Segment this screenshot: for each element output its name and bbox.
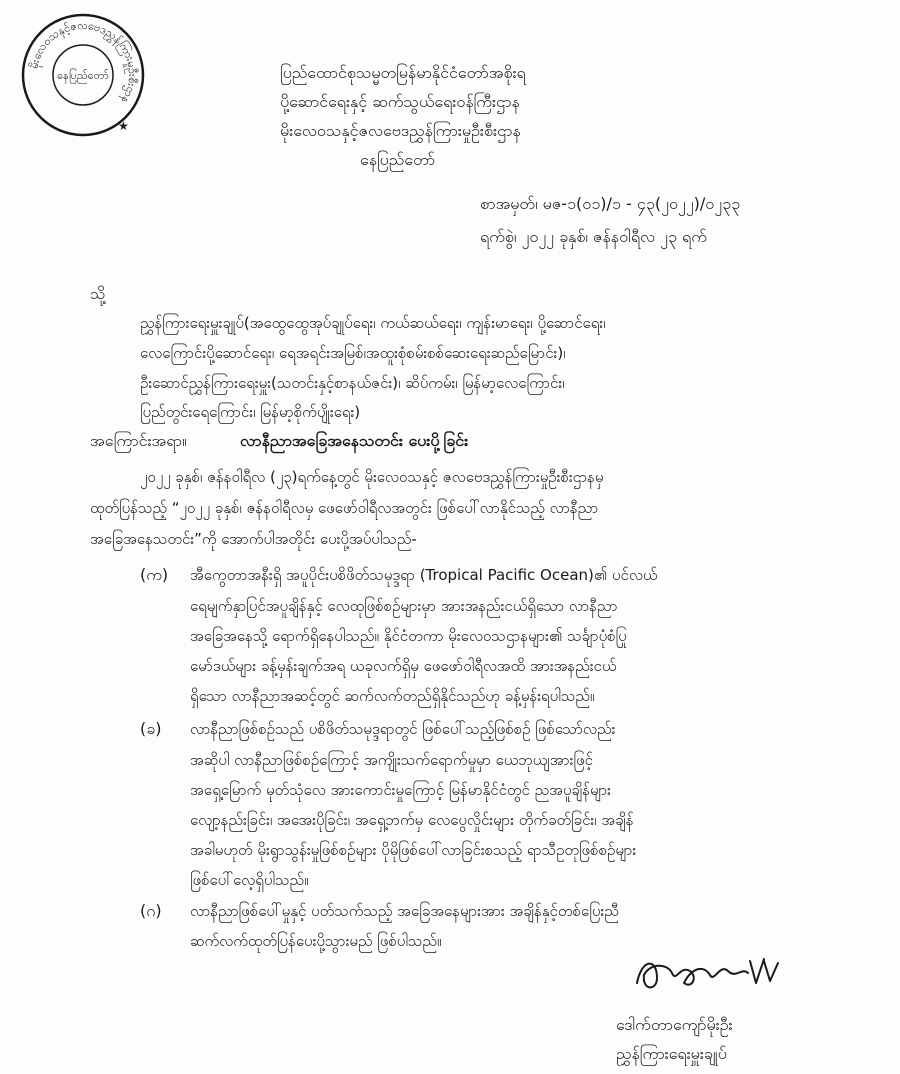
item-line: ရှိသော လာနီညာအဆင့်တွင် ဆက်လက်တည်ရှိနိုင်သည်ဟု ခန့်မှန်းရပါသည်။	[190, 687, 595, 705]
intro-line-2: ထုတ်ပြန်သည့် “၂၀၂၂ ခုနှစ်၊ ဇန်နဝါရီလမှ ဖေဖော်ဝါရီလအတွင်း ဖြစ်ပေါ်လာနိုင်သည့် လာနီညာ	[90, 499, 599, 517]
item-line: လျော့နည်းခြင်း၊ အအေးပိုခြင်း၊ အရှေ့ဘက်မှ လေပွေလှိုင်းများ တိုက်ခတ်ခြင်း၊ အချိန်	[190, 811, 634, 829]
item-line: အခြေအနေသို့ ရောက်ရှိနေပါသည်။ နိုင်ငံတကာ မိုးလေဝသဌာနများ၏ သင်္ချာပုံစံပြု	[190, 627, 627, 645]
item-number: (ဂ)	[140, 901, 162, 920]
intro-line-3: အခြေအနေသတင်း”ကို အောက်ပါအတိုင်း ပေးပို့အပ်ပါသည်-	[90, 530, 417, 548]
signatory-title: ညွှန်ကြားရေးမှူးချုပ်	[616, 1044, 727, 1063]
item-line: အရှေ့မြောက် မုတ်သုံလေ အားကောင်းမှုကြောင့် မြန်မာနိုင်ငံတွင် ညအပူချိန်များ	[190, 781, 611, 799]
header-ministry: ပို့ဆောင်ရေးနှင့် ဆက်သွယ်ရေးဝန်ကြီးဌာန	[280, 92, 520, 111]
signatory-name: ဒေါက်တာကျော်မိုးဦး	[616, 1015, 733, 1034]
subject-text: လာနီညာအခြေအနေသတင်း ပေးပို့ခြင်း	[240, 431, 469, 450]
item-line: လာနီညာဖြစ်စဉ်သည် ပစိဖိတ်သမုဒ္ဒရာတွင် ဖြစ်ပေါ်သည့်ဖြစ်စဉ် ဖြစ်သော်လည်း	[190, 720, 616, 738]
reference-number: စာအမှတ်၊ မဇ-၁(၀၁)/၁ - ၄၃(၂၀၂၂)/၀၂၃၃	[480, 194, 741, 213]
item-line: အီကွေတာအနီးရှိ အပူပိုင်းပစိဖိတ်သမုဒ္ဒရာ (Tropical Pacific Ocean)၏ ပင်လယ်	[190, 566, 658, 584]
letter-date: ရက်စွဲ၊ ၂၀၂၂ ခုနှစ်၊ ဇန်နဝါရီလ ၂၃ ရက်	[480, 227, 707, 246]
item-number: (က)	[140, 565, 169, 584]
recipient-line-2: လေကြောင်းပို့ဆောင်ရေး၊ ရေအရင်းအမြစ်၊အထူးစုံစမ်းစစ်ဆေးရေးဆည်မြောင်း)၊	[140, 344, 566, 362]
item-line: အဆိုပါ လာနီညာဖြစ်စဉ်ကြောင့် အကျိုးသက်ရောက်မှုမှာ ယေဘုယျအားဖြင့်	[190, 751, 593, 769]
recipient-line-3: ဦးဆောင်ညွှန်ကြားရေးမှူး(သတင်းနှင့်စာနယ်ဇင်း)၊ ဆိပ်ကမ်း၊ မြန်မာ့လေကြောင်း၊	[140, 374, 565, 392]
recipient-line-1: ညွှန်ကြားရေးမှူးချုပ်(အထွေထွေအုပ်ချုပ်ရေး၊ ကယ်ဆယ်ရေး၊ ကျန်းမာရေး၊ ပို့ဆောင်ရေး၊	[140, 314, 606, 332]
recipient-line-4: ပြည်တွင်းရေကြောင်း၊ မြန်မာ့စိုက်ပျိုးရေး)	[140, 403, 361, 421]
item-number: (ခ)	[140, 719, 162, 738]
svg-text:★: ★	[118, 119, 129, 133]
item-line: ဖြစ်ပေါ်လေ့ရှိပါသည်။	[190, 871, 309, 889]
seal-center-text: နေပြည်တော်	[57, 69, 109, 82]
handwritten-signature	[632, 943, 782, 1003]
item-line: လာနီညာဖြစ်ပေါ်မှုနှင့် ပတ်သက်သည့် အခြေအနေများအား အချိန်နှင့်တစ်ပြေးညီ	[190, 902, 619, 920]
item-line: ရေမျက်နှာပြင်အပူချိန်နှင့် လေထုဖြစ်စဉ်များမှာ အားအနည်းငယ်ရှိသော လာနီညာ	[190, 597, 618, 615]
to-label: သို့	[90, 284, 106, 303]
item-line: အခါမဟုတ် မိုးရွာသွန်းမှုဖြစ်စဉ်များ ပိုမိုဖြစ်ပေါ်လာခြင်းစသည့် ရာသီဥတုဖြစ်စဉ်များ	[190, 841, 637, 859]
svg-text:မိုးလေဝသနှင့်ဇလဗေဒညွှန်ကြားမှု: မိုးလေဝသနှင့်ဇလဗေဒညွှန်ကြားမှုဦးစီးဌာန	[27, 18, 140, 106]
official-seal	[18, 10, 148, 140]
subject-label: အကြောင်းအရာ။	[90, 431, 187, 450]
item-line: ဆက်လက်ထုတ်ပြန်ပေးပို့သွားမည် ဖြစ်ပါသည်။	[190, 932, 442, 950]
item-line: မော်ဒယ်များ ခန့်မှန်းချက်အရ ယခုလက်ရှိမှ ဖေဖော်ဝါရီလအထိ အားအနည်းငယ်	[190, 657, 617, 675]
header-gov: ပြည်ထောင်စုသမ္မတမြန်မာနိုင်ငံတော်အစိုးရ	[280, 63, 526, 82]
intro-line-1: ၂၀၂၂ ခုနှစ်၊ ဇန်နဝါရီလ (၂၃)ရက်နေ့တွင် မိုးလေဝသနှင့် ဇလဗေဒညွှန်ကြားမှုဦးစီးဌာနမှ	[140, 468, 604, 486]
header-department: မိုးလေဝသနှင့်ဇလဗေဒညွှန်ကြားမှုဦးစီးဌာန	[280, 121, 521, 140]
header-city: နေပြည်တော်	[360, 150, 436, 169]
